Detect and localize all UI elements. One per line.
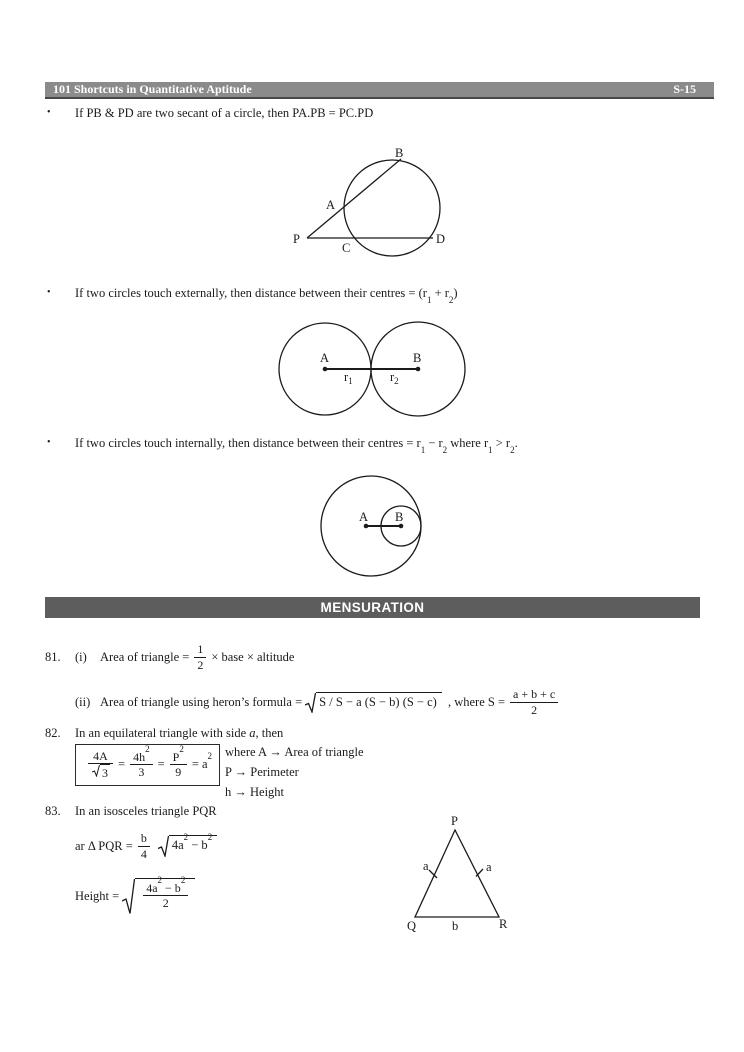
item-number: 82. (45, 726, 61, 740)
result: = $a^2$ (191, 751, 213, 772)
external-tangent-circles-diagram (275, 318, 470, 420)
label-d: D (436, 232, 446, 246)
formula-83-height (75, 876, 198, 916)
part-label: (i) (75, 649, 87, 664)
where-line-height: h → Height (225, 785, 285, 799)
fraction-half: $\frac{1}{2}$ (194, 642, 206, 672)
label-b: B (395, 146, 404, 160)
label-a-right: a (486, 860, 492, 874)
formula-text: Area of triangle using heron’s formula = (100, 694, 303, 709)
label-a: A (320, 351, 330, 365)
num: $4h^2$ (133, 744, 150, 764)
label-b: B (413, 351, 422, 365)
radical-icon (122, 878, 135, 915)
label-p: P (293, 232, 300, 246)
isosceles-triangle-diagram (395, 810, 521, 936)
intro-text: In an equilateral triangle with side a, then (75, 726, 284, 740)
page-header-bar (45, 82, 714, 99)
num: $4a^2 - b^2$ (146, 874, 186, 895)
centre-a-dot (323, 367, 328, 372)
bullet-icon: • (47, 107, 51, 118)
page-number: S-15 (673, 82, 696, 96)
bullet-external (47, 286, 458, 305)
square-root (305, 692, 442, 713)
item-82-intro (45, 726, 283, 741)
label-p: P (451, 814, 458, 828)
fraction-4h2-3: $\frac{4h^2}{3}$ (130, 750, 153, 780)
label-r: R (499, 917, 508, 931)
label-q: Q (407, 919, 417, 933)
circle-shape (344, 160, 440, 256)
radical-icon (158, 835, 169, 857)
bullet-secant-text: If PB & PD are two secant of a circle, then PA.PB = PC.PD (75, 106, 374, 120)
radical-icon (305, 692, 316, 713)
book-title: 101 Shortcuts in Quantitative Aptitude (53, 82, 252, 96)
centre-b-dot (416, 367, 421, 372)
centre-b-dot (399, 524, 404, 529)
centre-a-dot (364, 524, 369, 529)
label-c: C (342, 241, 351, 255)
item-number: 81. (45, 649, 61, 664)
bullet-icon: • (47, 287, 51, 298)
label-b: b (452, 919, 459, 933)
equals: = (118, 757, 126, 772)
label-r2: $r_2$ (390, 370, 399, 386)
formula-83-area (75, 830, 220, 862)
equals: = (157, 757, 165, 772)
label-a: A (326, 198, 336, 212)
item-number: 83. (45, 804, 61, 818)
fraction-p2-9: $\frac{P^2}{9}$ (170, 750, 187, 780)
fraction-under-root: $\frac{4a^2 - b^2}{2}$ (143, 881, 188, 911)
fraction-s: $\frac{a + b + c}{2}$ (510, 687, 558, 717)
section-title: MENSURATION (320, 600, 425, 615)
num: $P^2$ (172, 744, 184, 764)
bullet-icon: • (47, 437, 51, 448)
label-a-left: a (423, 859, 429, 873)
label-a: A (359, 510, 369, 524)
equilateral-formula-box (75, 744, 220, 786)
secant-circle-diagram (285, 138, 455, 270)
radicand: S / S − a (S − b) (S − c) (316, 692, 442, 710)
where-line-area: where A → Area of triangle (225, 745, 364, 759)
formula-text: × base × altitude (211, 649, 295, 664)
radical-icon (92, 764, 100, 777)
intro-text: In an isosceles triangle PQR (75, 804, 217, 818)
fraction-4a-sqrt3: $\frac{4A}{3}$ (88, 749, 113, 781)
fraction-b-4: $\frac{b}{4}$ (138, 831, 150, 861)
radicand: $4a^2 - b^2$ (169, 835, 217, 853)
where-line-perimeter: P → Perimeter (225, 765, 299, 779)
square-root (158, 831, 217, 857)
where-legend (225, 742, 364, 802)
item-83-intro (45, 804, 217, 819)
bullet-external-text: If two circles touch externally, then distance between their centres = $(r_1 + r_2)$ (75, 286, 458, 305)
formula-text: Area of triangle = (100, 649, 190, 664)
formula-81-i (45, 640, 295, 674)
bullet-internal (47, 436, 518, 455)
radicand (135, 874, 195, 913)
bullet-secant (47, 106, 373, 121)
formula-text: Height = (75, 888, 120, 903)
label-b: B (395, 510, 404, 524)
bullet-internal-text: If two circles touch internally, then distance between their centres = $r_1 - r_2$ where $r_1 > r_2$. (75, 436, 518, 455)
internal-tangent-circles-diagram (315, 470, 435, 582)
square-root: 3 (92, 764, 110, 780)
formula-text: ar Δ PQR = (75, 838, 133, 853)
square-root (122, 874, 195, 915)
secant-line-pb (307, 159, 401, 238)
part-label: (ii) (75, 694, 91, 709)
section-header-bar (45, 597, 700, 618)
formula-text: , where S = (444, 694, 505, 709)
formula-81-ii (75, 684, 563, 720)
den-sqrt3 (88, 763, 113, 780)
label-r1: $r_1$ (344, 370, 353, 386)
